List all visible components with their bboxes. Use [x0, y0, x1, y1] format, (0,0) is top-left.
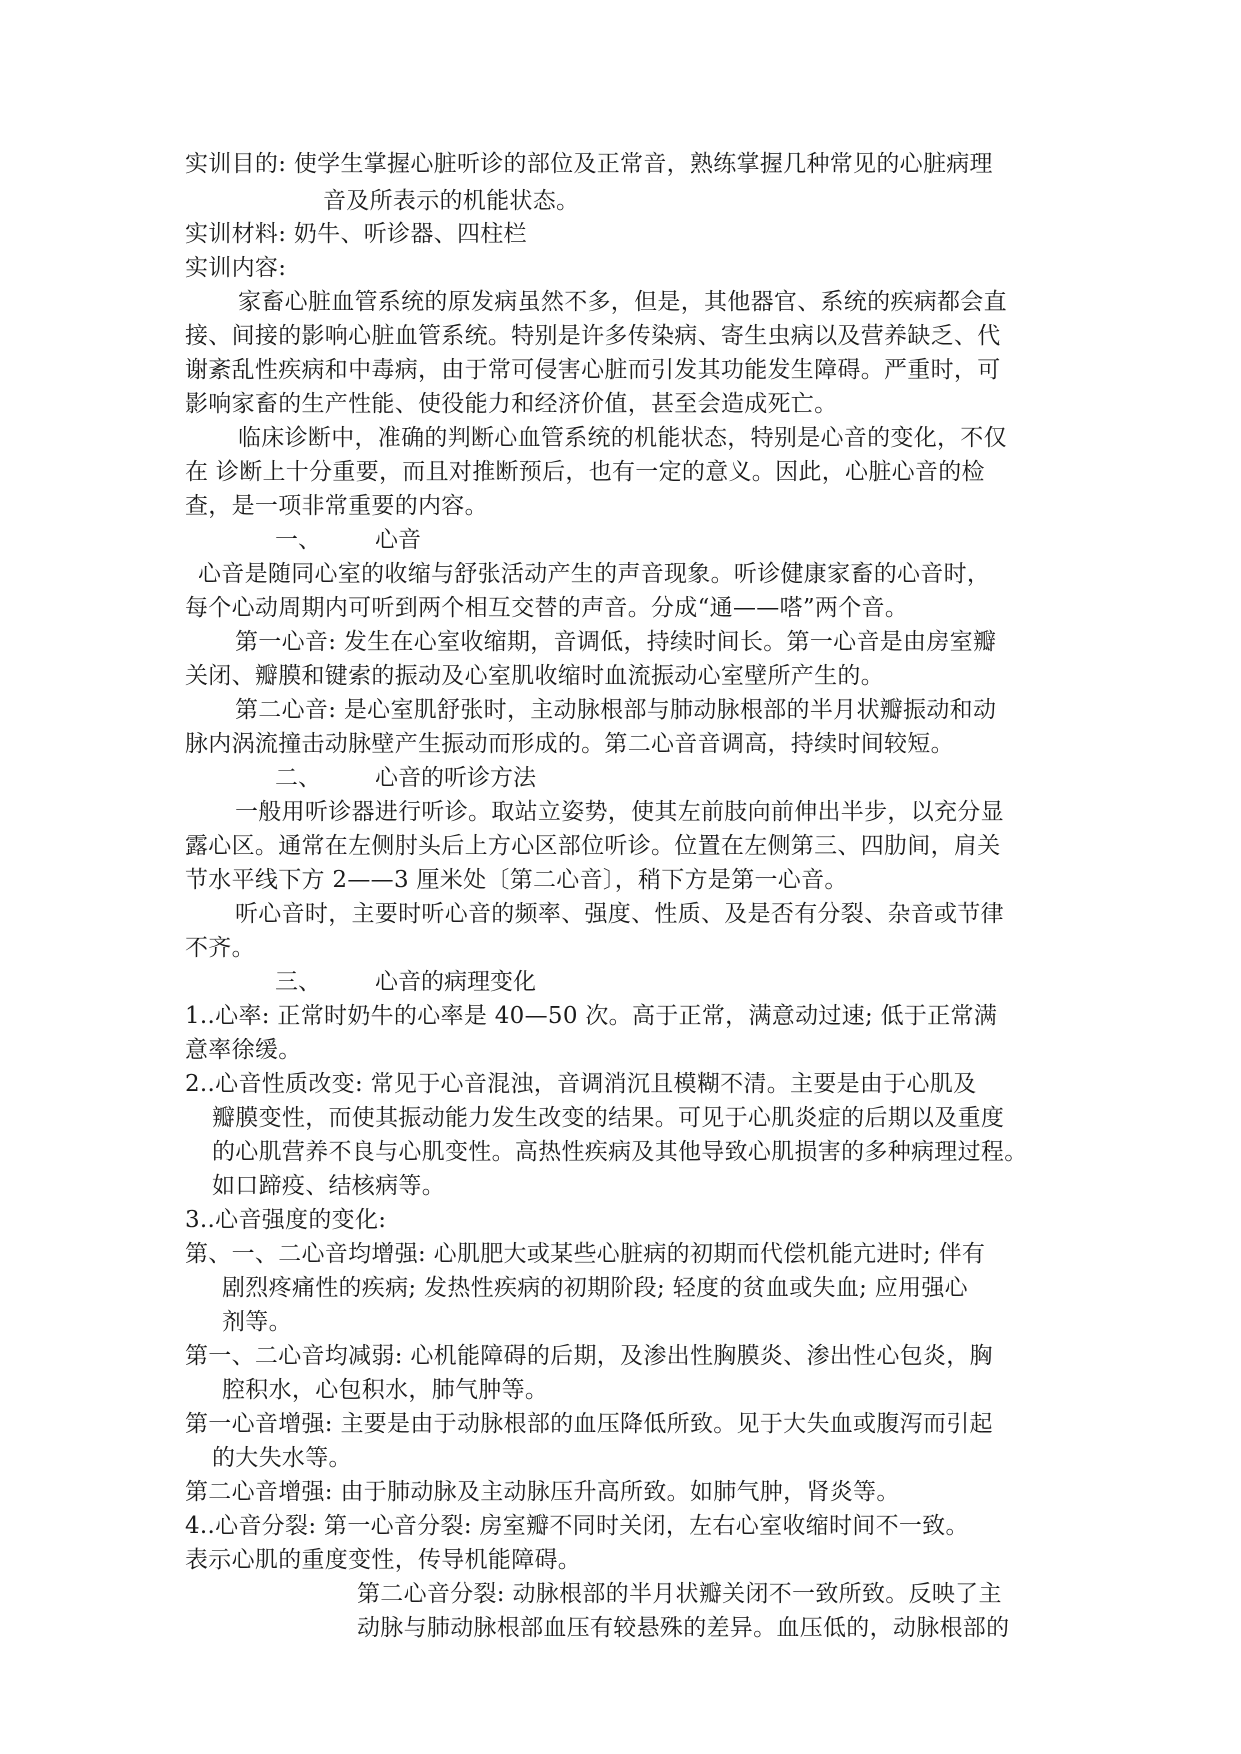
item-3a-line-3: 剂等。: [222, 1309, 292, 1335]
item-4-line-2: 表示心肌的重度变性，传导机能障碍。: [185, 1547, 582, 1573]
section-1-title: 心音: [375, 527, 421, 553]
intro-p2-line-2: 在 诊断上十分重要，而且对推断预后，也有一定的意义。因此，心脏心音的检: [185, 459, 985, 485]
section-2-heading: [275, 761, 536, 795]
item-3c-line-2: 的大失水等。: [212, 1445, 352, 1471]
item-3c-line-1: 第一心音增强: 主要是由于动脉根部的血压降低所致。见于大失血或腹泻而引起: [185, 1411, 993, 1437]
section-2-line-1: 一般用听诊器进行听诊。取站立姿势，使其左前肢向前伸出半步，以充分显: [235, 799, 1004, 825]
item-1-line-1: 1..心率: 正常时奶牛的心率是 40—50 次。高于正常，满意动过速; 低于正常满: [185, 1003, 998, 1029]
item-3a-line-2: 剧烈疼痛性的疾病; 发热性疾病的初期阶段; 轻度的贫血或失血; 应用强心: [222, 1275, 968, 1301]
item-2-line-3: 的心肌营养不良与心肌变性。高热性疾病及其他导致心肌损害的多种病理过程。: [212, 1139, 1028, 1165]
intro-p1-line-3: 谢紊乱性疾病和中毒病，由于常可侵害心脏而引发其功能发生障碍。严重时，可: [185, 357, 1001, 383]
section-2-line-5: 不齐。: [185, 935, 255, 961]
item-4b-line-1: 第二心音分裂: 动脉根部的半月状瓣关闭不一致所致。反映了主: [357, 1581, 1002, 1607]
materials-line: 实训材料: 奶牛、听诊器、四柱栏: [185, 221, 527, 247]
first-sound-line-1: 第一心音: 发生在心室收缩期，音调低，持续时间长。第一心音是由房室瓣: [235, 629, 997, 655]
item-2-line-4: 如口蹄疫、结核病等。: [212, 1173, 445, 1199]
purpose-line-1: 实训目的: 使学生掌握心脏听诊的部位及正常音，熟练掌握几种常见的心脏病理: [185, 151, 993, 177]
item-3b-line-1: 第一、二心音均减弱: 心机能障碍的后期，及渗出性胸膜炎、渗出性心包炎，胸: [185, 1343, 993, 1369]
section-1-line-2: 每个心动周期内可听到两个相互交替的声音。分成“通——嗒”两个音。: [185, 595, 909, 621]
first-sound-line-2: 关闭、瓣膜和键索的振动及心室肌收缩时血流振动心室壁所产生的。: [185, 663, 884, 689]
item-2-line-2: 瓣膜变性，而使其振动能力发生改变的结果。可见于心肌炎症的后期以及重度: [212, 1105, 1005, 1131]
section-2-line-4: 听心音时，主要时听心音的频率、强度、性质、及是否有分裂、杂音或节律: [235, 901, 1004, 927]
content-label: 实训内容:: [185, 255, 287, 281]
intro-p2-line-3: 查，是一项非常重要的内容。: [185, 493, 488, 519]
item-3-heading: 3..心音强度的变化:: [185, 1207, 387, 1233]
item-3a-line-1: 第、一、二心音均增强: 心肌肥大或某些心脏病的初期而代偿机能亢进时; 伴有: [185, 1241, 986, 1267]
section-3-number: 三、: [275, 969, 321, 995]
item-3b-line-2: 腔积水，心包积水，肺气肿等。: [222, 1377, 549, 1403]
section-1-line-1: 心音是随同心室的收缩与舒张活动产生的声音现象。听诊健康家畜的心音时，: [198, 561, 991, 587]
item-4b-line-2: 动脉与肺动脉根部血压有较悬殊的差异。血压低的，动脉根部的: [357, 1615, 1010, 1641]
second-sound-line-1: 第二心音: 是心室肌舒张时，主动脉根部与肺动脉根部的半月状瓣振动和动: [235, 697, 997, 723]
item-1-line-2: 意率徐缓。: [185, 1037, 302, 1063]
item-4-line-1: 4..心音分裂: 第一心音分裂: 房室瓣不同时关闭，左右心室收缩时间不一致。: [185, 1513, 969, 1539]
section-1-number: 一、: [275, 527, 321, 553]
intro-p1-line-4: 影响家畜的生产性能、使役能力和经济价值，甚至会造成死亡。: [185, 391, 838, 417]
intro-p2-line-1: 临床诊断中，准确的判断心血管系统的机能状态，特别是心音的变化，不仅: [238, 425, 1007, 451]
intro-p1-line-1: 家畜心脏血管系统的原发病虽然不多，但是，其他器官、系统的疾病都会直: [238, 289, 1007, 315]
intro-p1-line-2: 接、间接的影响心脏血管系统。特别是许多传染病、寄生虫病以及营养缺乏、代: [185, 323, 1001, 349]
section-2-line-3: 节水平线下方 2——3 厘米处〔第二心音〕，稍下方是第一心音。: [185, 867, 848, 893]
section-2-title: 心音的听诊方法: [375, 765, 536, 791]
second-sound-line-2: 脉内涡流撞击动脉壁产生振动而形成的。第二心音音调高，持续时间较短。: [185, 731, 954, 757]
section-2-line-2: 露心区。通常在左侧肘头后上方心区部位听诊。位置在左侧第三、四肋间，肩关: [185, 833, 1001, 859]
section-1-heading: [275, 523, 421, 557]
purpose-line-2: 音及所表示的机能状态。: [323, 188, 580, 214]
section-3-title: 心音的病理变化: [375, 969, 536, 995]
item-2-line-1: 2..心音性质改变: 常见于心音混浊，音调消沉且模糊不清。主要是由于心肌及: [185, 1071, 977, 1097]
section-2-number: 二、: [275, 765, 321, 791]
item-3d-line-1: 第二心音增强: 由于肺动脉及主动脉压升高所致。如肺气肿，肾炎等。: [185, 1479, 900, 1505]
section-3-heading: [275, 965, 536, 999]
